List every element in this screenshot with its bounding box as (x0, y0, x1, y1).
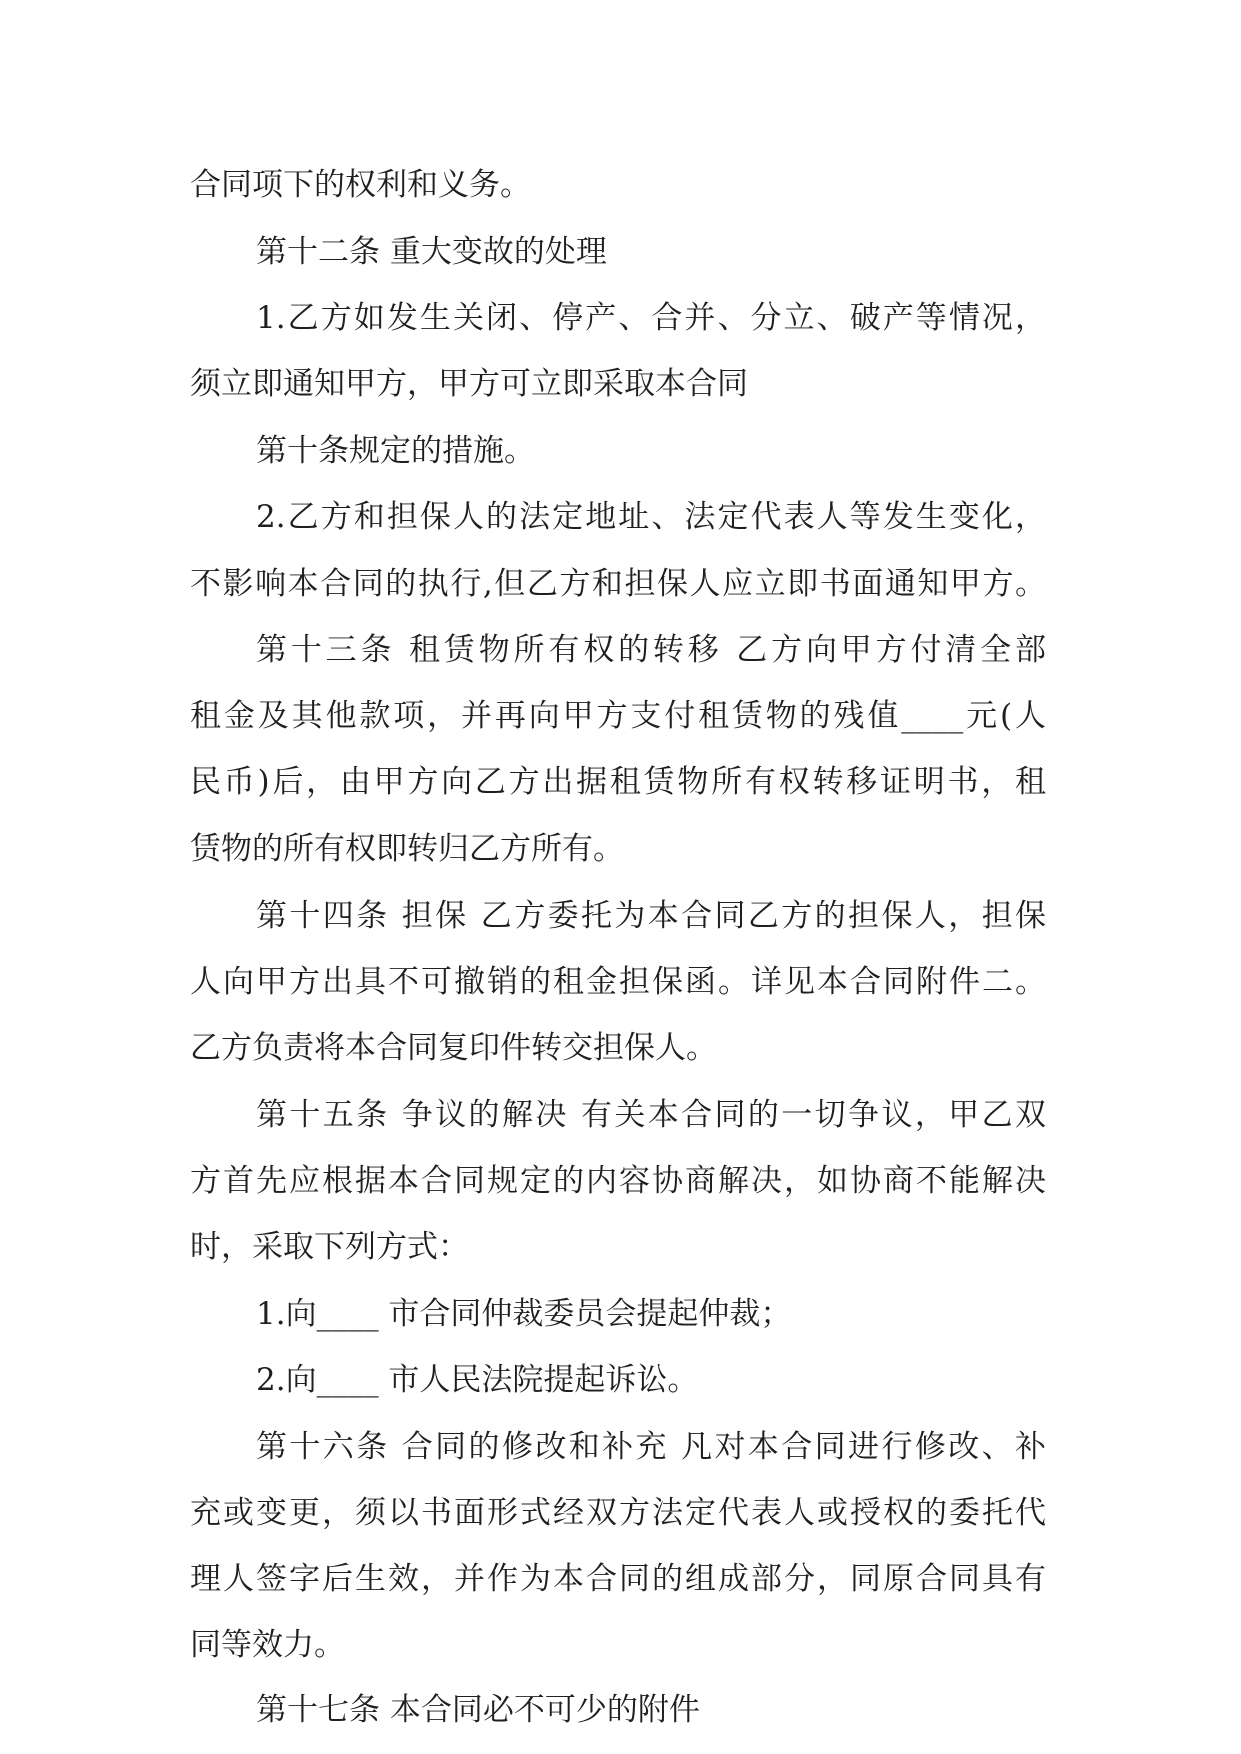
text-line: 同等效力。 (190, 1627, 345, 1663)
section-heading: 第十二条 重大变故的处理 (256, 234, 607, 270)
text-line: 须立即通知甲方，甲方可立即采取本合同 (190, 366, 748, 402)
text-line: 乙方负责将本合同复印件转交担保人。 (190, 1030, 717, 1066)
section-heading: 第十三条 租赁物所有权的转移 乙方向甲方付清全部 (256, 632, 1046, 668)
text-line: 方首先应根据本合同规定的内容协商解决，如协商不能解决 (190, 1163, 1046, 1199)
section-heading: 第十七条 本合同必不可少的附件 (256, 1692, 700, 1728)
text-line: 时，采取下列方式： (190, 1229, 469, 1265)
text-line: 人向甲方出具不可撤销的租金担保函。详见本合同附件二。 (190, 964, 1046, 1000)
list-item: 1.向____ 市合同仲裁委员会提起仲裁； (256, 1296, 792, 1332)
section-heading: 第十四条 担保 乙方委托为本合同乙方的担保人，担保 (256, 898, 1046, 934)
text-line: 民币)后，由甲方向乙方出据租赁物所有权转移证明书，租 (190, 764, 1046, 800)
text-line: 1.乙方如发生关闭、停产、合并、分立、破产等情况， (256, 300, 1046, 336)
list-item: 2.向____ 市人民法院提起诉讼。 (256, 1362, 699, 1398)
section-heading: 第十五条 争议的解决 有关本合同的一切争议，甲乙双 (256, 1097, 1046, 1133)
text-line: 理人签字后生效，并作为本合同的组成部分，同原合同具有 (190, 1561, 1046, 1597)
section-heading: 第十六条 合同的修改和补充 凡对本合同进行修改、补 (256, 1429, 1046, 1465)
text-line: 2.乙方和担保人的法定地址、法定代表人等发生变化， (256, 499, 1046, 535)
text-line: 第十条规定的措施。 (256, 433, 535, 469)
text-line: 合同项下的权利和义务。 (190, 167, 531, 203)
text-line: 充或变更，须以书面形式经双方法定代表人或授权的委托代 (190, 1495, 1046, 1531)
text-line: 赁物的所有权即转归乙方所有。 (190, 831, 624, 867)
text-line: 不影响本合同的执行,但乙方和担保人应立即书面通知甲方。 (190, 566, 1046, 602)
text-line: 租金及其他款项，并再向甲方支付租赁物的残值____元(人 (190, 698, 1046, 734)
